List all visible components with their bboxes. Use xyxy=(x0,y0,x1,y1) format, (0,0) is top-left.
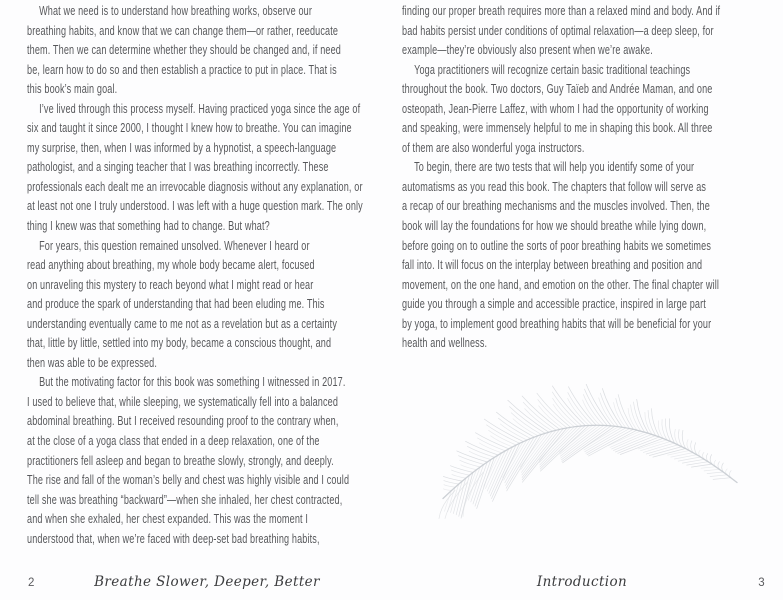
paragraph xyxy=(402,1,762,60)
paragraph xyxy=(27,236,387,373)
page-number-right: 3 xyxy=(758,577,765,589)
text-line: To begin, there are two tests that will help you identify some of your xyxy=(414,159,695,175)
text-line: health and wellness. xyxy=(402,335,488,351)
text-line: and produce the spark of understanding that had been eluding me. This xyxy=(27,296,325,312)
paragraph xyxy=(27,372,387,548)
text-line: example—they’re obviously also present when we’re awake. xyxy=(402,42,653,58)
text-line: them. Then we can determine whether they should be changed and, if need xyxy=(27,42,341,58)
text-line: guide you through a simple and accessible practice, inspired in large part xyxy=(402,296,706,312)
text-line: abdominal breathing. But I received resounding proof to the contrary when, xyxy=(27,413,339,429)
page-left-footer xyxy=(0,574,391,594)
page-left xyxy=(0,0,391,600)
text-line: practitioners fell asleep and began to breathe slowly, strongly, and deeply. xyxy=(27,452,334,468)
text-line: at the close of a yoga class that ended in a deep relaxation, one of the xyxy=(27,433,320,449)
text-line: book will lay the foundations for how we should breathe while lying down, xyxy=(402,218,707,234)
text-line: movement, on the one hand, and emotion on the other. The final chapter will xyxy=(402,276,720,292)
text-line: breathing habits, and know that we can change them—or rather, reeducate xyxy=(27,22,339,38)
text-line: at least not one I truly understood. I was left with a huge question mark. The only xyxy=(27,198,363,214)
text-line: a recap of our breathing mechanisms and the muscles involved. Then, the xyxy=(402,198,710,214)
running-title-right: Introduction xyxy=(536,574,628,590)
text-line: understood that, when we’re faced with deep-set bad breathing habits, xyxy=(27,530,320,546)
paragraph xyxy=(402,157,762,352)
text-line: and when she exhaled, her chest expanded. This was the moment I xyxy=(27,511,309,527)
paragraph xyxy=(27,1,387,99)
text-line: pathologist, and a singing teacher that I was breathing incorrectly. These xyxy=(27,159,329,175)
text-line: this book’s main goal. xyxy=(27,81,118,97)
running-title-left: Breathe Slower, Deeper, Better xyxy=(94,574,320,590)
text-line: Yoga practitioners will recognize certain basic traditional teachings xyxy=(414,61,691,77)
text-line: osteopath, Jean-Pierre Laffez, with whom I had the opportunity of working xyxy=(402,100,709,116)
text-line: throughout the book. Two doctors, Guy Taïeb and Andrée Maman, and one xyxy=(402,81,713,97)
page-left-body-text xyxy=(27,1,387,548)
text-line: six and taught it since 2000, I thought I knew how to breathe. You can imagine xyxy=(27,120,352,136)
paragraph xyxy=(27,99,387,236)
text-line: professionals each dealt me an irrevocable diagnosis without any explanation, or xyxy=(27,178,363,194)
text-line: read anything about breathing, my whole body became alert, focused xyxy=(27,257,315,273)
text-line: finding our proper breath requires more than a relaxed mind and body. And if xyxy=(402,3,721,18)
text-line: that, little by little, settled into my body, became a conscious thought, and xyxy=(27,335,332,351)
text-line: tell she was breathing “backward”—when she inhaled, her chest contracted, xyxy=(27,491,343,507)
page-right-body-text xyxy=(402,1,762,353)
text-line: I used to believe that, while sleeping, we systematically fell into a balanced xyxy=(27,393,339,409)
text-line: I’ve lived through this process myself. Having practiced yoga since the age of xyxy=(39,100,361,116)
page-right-footer xyxy=(391,574,783,594)
page-right xyxy=(391,0,783,600)
text-line: bad habits persist under conditions of optimal relaxation—a deep sleep, for xyxy=(402,22,714,38)
text-line: of them are also wonderful yoga instructors. xyxy=(402,139,585,155)
page-number-left: 2 xyxy=(28,577,35,589)
text-line: understanding eventually came to me not as a revelation but as a certainty xyxy=(27,315,338,331)
text-line: by yoga, to implement good breathing habits that will be beneficial for your xyxy=(402,315,712,331)
text-line: What we need is to understand how breathing works, observe our xyxy=(39,3,313,18)
text-line: then was able to be expressed. xyxy=(27,354,158,370)
text-line: before going on to outline the sorts of poor breathing habits we sometimes xyxy=(402,237,712,253)
text-line: thing I knew was that something had to change. But what? xyxy=(27,218,270,234)
paragraph xyxy=(402,60,762,158)
text-line: The rise and fall of the woman’s belly and chest was highly visible and I could xyxy=(27,472,350,488)
text-line: But the motivating factor for this book was something I witnessed in 2017. xyxy=(39,374,346,390)
text-line: on unraveling this mystery to reach beyond what I might read or hear xyxy=(27,276,314,292)
feather-sketch-icon xyxy=(437,384,747,529)
text-line: fall into. It will focus on the interplay between breathing and position and xyxy=(402,257,703,273)
text-line: and speaking, were immensely helpful to me in shaping this book. All three xyxy=(402,120,713,136)
text-line: my surprise, then, when I was informed by a hypnotist, a speech-language xyxy=(27,139,337,155)
text-line: automatisms as you read this book. The chapters that follow will serve as xyxy=(402,178,707,194)
text-line: For years, this question remained unsolved. Whenever I heard or xyxy=(39,237,310,253)
feather-illustration xyxy=(437,384,747,529)
text-line: be, learn how to do so and then establish a practice to put in place. That is xyxy=(27,61,337,77)
